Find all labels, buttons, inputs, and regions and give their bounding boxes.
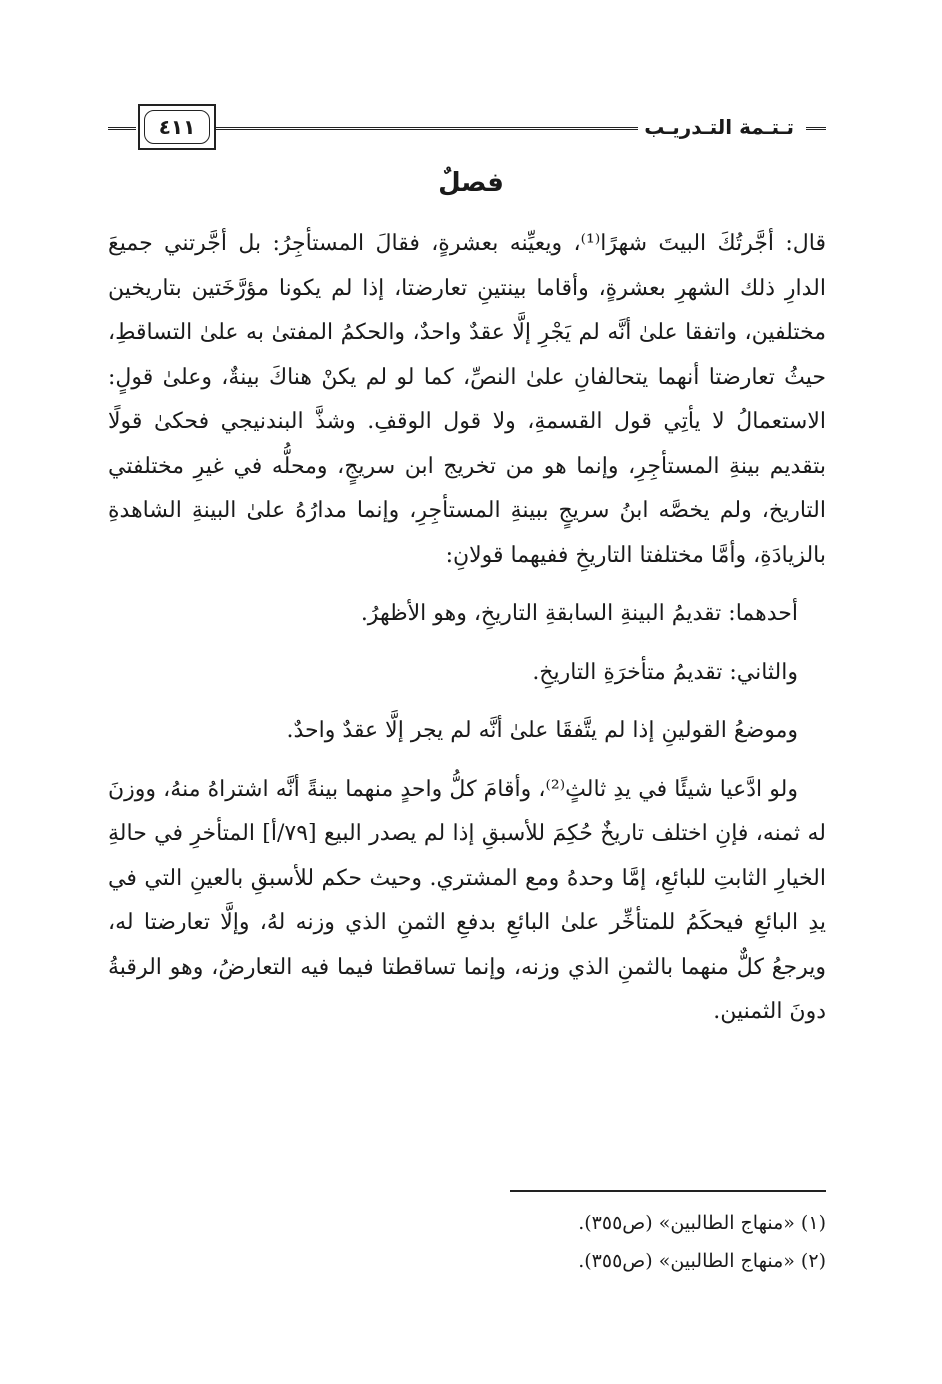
paragraph-2: أحدهما: تقديمُ البينةِ السابقةِ التاريخِ، وهو الأظهرُ. <box>360 601 798 626</box>
running-title: تـتـمة التـدريـب <box>638 112 800 142</box>
paragraph-3: والثاني: تقديمُ متأخرَةِ التاريخِ. <box>532 659 798 685</box>
page-header <box>108 100 826 156</box>
page-number: ٤١١ <box>144 110 210 144</box>
paragraph-4: وموضعُ القولينِ إذا لم يتَّفقَا علىٰ أنَّه لم يجر إلَّا عقدٌ واحدٌ. <box>286 718 798 743</box>
footnotes <box>326 1204 826 1280</box>
footnote-1: (١) «منهاج الطالبين» (ص٣٥٥). <box>578 1212 826 1234</box>
paragraph-5: ولو ادَّعيا شيئًا في يدِ ثالثٍ⁽²⁾، وأقامَ كلُّ واحدٍ منهما بينةً أنَّه اشتراهُ منهُ، ووزنَ له ثمنه، فإنِ اختلف تاريخٌ حُكِمَ للأسبقِ إذا لم يصدر البيع [٧٩/أ] المتأخرِ في حالةِ الخيارِ الثابتِ للبائعِ، إمَّا وحدهُ ومع المشتري. وحيث حكم للأسبقِ بالعينِ التي في يدِ البائعِ فيحكَمُ للمتأخِّر علىٰ البائعِ بدفعِ الثمنِ الذي وزنه لهُ، وإلَّا تعارضتا له، ويرجعُ كلٌّ منهما بالثمنِ الذي وزنه، وإنما تساقطتا فيما فيه التعارضُ، وهو الرقبةُ دونَ الثمنين. <box>108 776 826 1024</box>
header-rule <box>216 127 698 133</box>
paragraph-1: قال: أجَّرتُكَ البيتَ شهرًا⁽¹⁾، ويعيِّنه بعشرةٍ، فقالَ المستأجِرُ: بل أجَّرتني جميعَ الدارِ ذلك الشهرِ بعشرةٍ، وأقاما بينتينِ تعارضتا، إذا لم يكونا مؤرَّخَتين بتاريخين مختلفين، واتفقا علىٰ أنَّه لم يَجْرِ إلَّا عقدٌ واحدٌ، والحكمُ المفتىٰ به علىٰ التساقطِ، حيثُ تعارضتا أنهما يتحالفانِ علىٰ النصِّ، كما لو لم يكنْ هناكَ بينةٌ، وعلىٰ قولٍ: الاستعمالُ لا يأتِي قول القسمةِ، ولا قول الوقفِ. وشذَّ البندنيجي فحكىٰ قولًا بتقديم بينةِ المستأجِرِ، وإنما هو من تخريج ابن سريجٍ، ومحلُّه في غيرِ مختلفتي التاريخ، ولم يخصَّه ابنُ سريجٍ ببينةِ المستأجِرِ، وإنما مدارُهُ علىٰ البينةِ الشاهدةِ بالزيادَةِ، وأمَّا مختلفتا التاريخِ ففيهما قولانِ: <box>108 231 826 568</box>
footnote-separator <box>510 1190 826 1192</box>
header-rule-right <box>806 127 826 133</box>
footnote-2: (٢) «منهاج الطالبين» (ص٣٥٥). <box>578 1250 826 1272</box>
section-heading: فصلٌ <box>438 168 504 198</box>
page-number-frame <box>138 104 216 150</box>
main-text <box>108 222 826 1035</box>
header-rule-left <box>108 127 136 133</box>
